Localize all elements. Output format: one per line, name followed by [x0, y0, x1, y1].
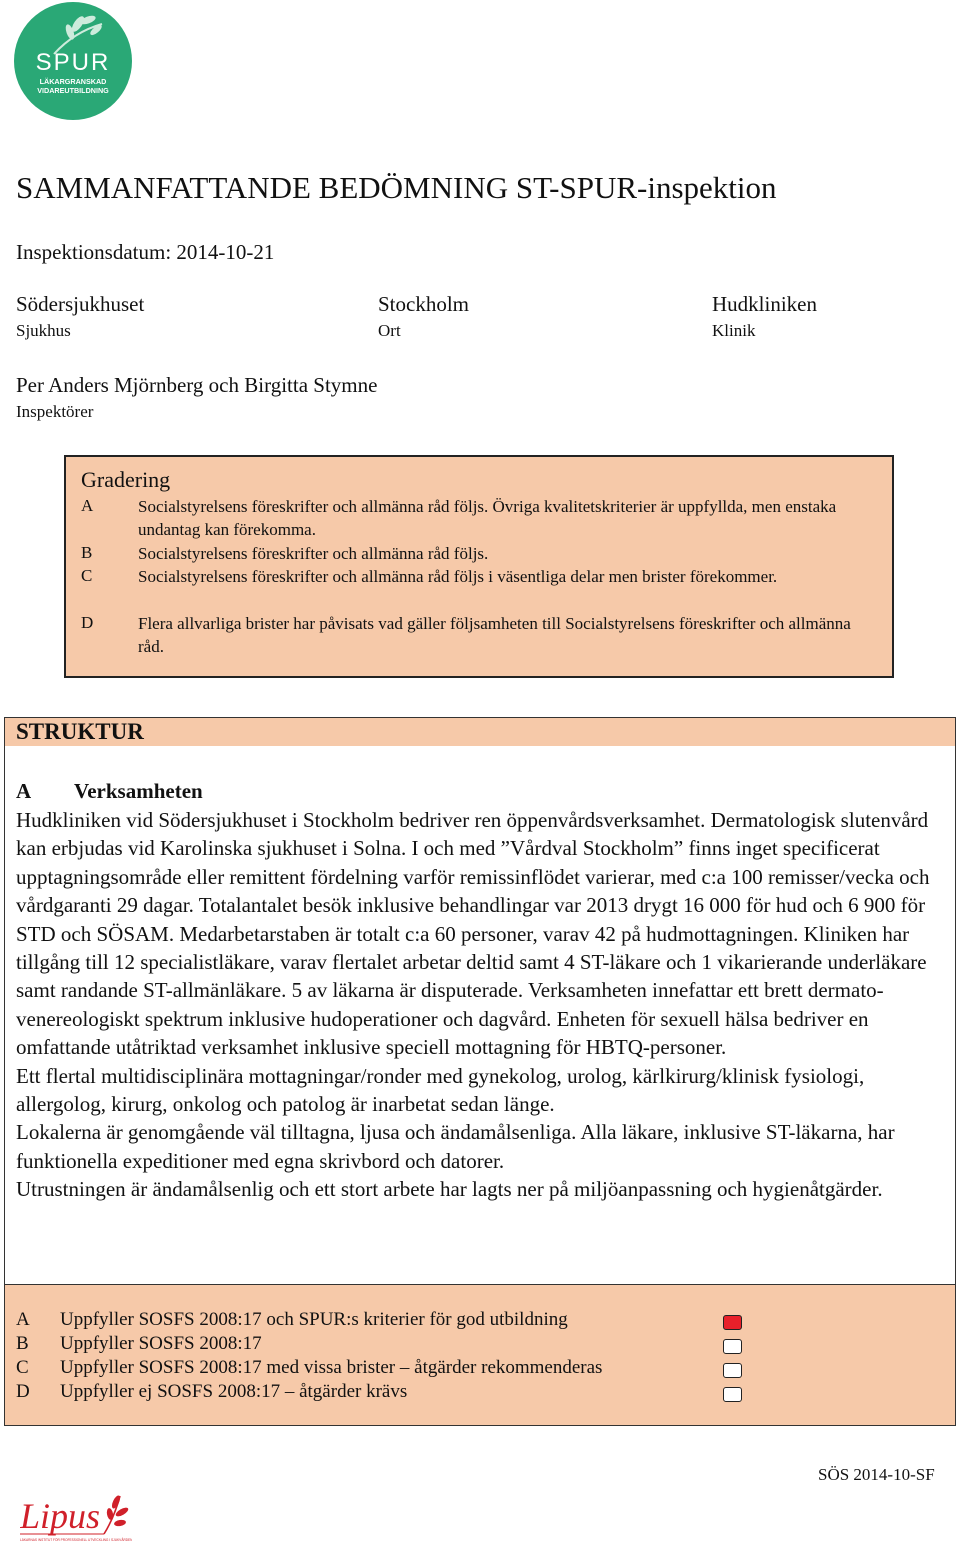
rating-letter: A	[16, 1309, 30, 1330]
rating-letter: D	[16, 1381, 30, 1402]
rating-letter: C	[16, 1357, 29, 1378]
grading-text-b: Socialstyrelsens föreskrifter och allmänna råd följs.	[138, 544, 489, 563]
lipus-logo	[20, 1490, 132, 1546]
grading-title: Gradering	[81, 467, 171, 492]
rating-text: Uppfyller SOSFS 2008:17 och SPUR:s kriterier för god utbildning	[60, 1309, 568, 1330]
structure-header	[4, 717, 956, 747]
rating-checkbox-a[interactable]	[723, 1315, 742, 1330]
city-value: Stockholm	[378, 292, 470, 316]
rating-checkbox-b[interactable]	[723, 1339, 742, 1354]
paragraph: Lokalerna är genomgående väl tilltagna, ljusa och ändamålsenliga. Alla läkare, inklusive ST-läkarna, har funktionella expeditioner med egna skrivbord och datorer.	[16, 1120, 895, 1173]
hospital-value: Södersjukhuset	[16, 292, 145, 316]
paragraph: Ett flertal multidisciplinära mottagningar/ronder med gynekolog, urolog, kärlkirurg/klinisk fysiologi, allergolog, kirurg, onkolog och patolog är inarbetat sedan länge.	[16, 1063, 865, 1117]
paragraph: Utrustningen är ändamålsenlig och ett stort arbete har lagts ner på miljöanpassning och hygienåtgärder.	[16, 1177, 883, 1202]
grading-text-a: Socialstyrelsens föreskrifter och allmänna råd följs. Övriga kvalitetskriterier är uppfyllda, men enstaka undantag kan förekomma.	[138, 497, 837, 539]
city-label: Ort	[378, 321, 401, 340]
rating-letter: B	[16, 1333, 29, 1354]
spur-logo-line1: LÄKARGRANSKAD	[39, 77, 107, 86]
grading-box	[64, 455, 894, 678]
rating-text: Uppfyller ej SOSFS 2008:17 – åtgärder krävs	[60, 1381, 408, 1402]
hospital-label: Sjukhus	[16, 321, 71, 340]
rating-option-d	[16, 1381, 407, 1403]
structure-body	[4, 746, 956, 1284]
rating-box	[4, 1284, 956, 1426]
grading-text-c: Socialstyrelsens föreskrifter och allmänna råd följs i väsentliga delar men brister förekommer.	[138, 567, 778, 586]
rating-option-b	[16, 1333, 262, 1355]
spur-logo	[14, 2, 132, 120]
grading-text-d: Flera allvarliga brister har påvisats vad gäller följsamheten till Socialstyrelsens föreskrifter och allmänna råd.	[138, 614, 851, 656]
grading-letter-d: D	[81, 613, 94, 632]
grading-letter-c: C	[81, 566, 93, 585]
inspectors-value: Per Anders Mjörnberg och Birgitta Stymne	[16, 373, 378, 397]
spur-logo-name: SPUR	[35, 49, 111, 76]
section-text	[16, 806, 946, 1204]
section-letter: A	[16, 779, 32, 803]
inspectors-label: Inspektörer	[16, 402, 94, 421]
document-title: SAMMANFATTANDE BEDÖMNING ST-SPUR-inspektion	[16, 170, 777, 205]
rating-text: Uppfyller SOSFS 2008:17 med vissa brister – åtgärder rekommenderas	[60, 1357, 603, 1378]
lipus-logo-name: Lipus	[20, 1496, 101, 1536]
inspection-date: Inspektionsdatum: 2014-10-21	[16, 240, 275, 264]
grading-letter-a: A	[81, 496, 94, 515]
section-title: Verksamheten	[74, 779, 203, 803]
rating-option-a	[16, 1309, 568, 1331]
footer-code: SÖS 2014-10-SF	[818, 1465, 935, 1484]
lipus-logo-tagline: LÄKARNAS INSTITUT FÖR PROFESSIONELL UTVECKLING I SJUKVÅRDEN	[20, 1538, 132, 1542]
paragraph: Hudkliniken vid Södersjukhuset i Stockholm bedriver ren öppenvårdsverksamhet. Dermatologisk slutenvård kan erbjudas vid Karolinska sjukhuset i Solna. I och med ”Vårdval Stockholm” finns inget specificerat upptagningsområde eller remittent fördelning varför remissinflödet varierar, med c:a 100 remisser/vecka och vårdgaranti 29 dagar. Totalantalet besök inklusive behandlingar var 2013 drygt 16 000 för hud och 6 900 för STD och SÖSAM. Medarbetarstaben är totalt c:a 60 personer, varav 42 på hudmottagningen. Kliniken har tillgång till 12 specialistläkare, varav flertalet arbetar deltid samt 4 ST-läkare och 1 vikarierande underläkare samt randande ST-allmänläkare. 5 av läkarna är disputerade. Verksamheten innefattar ett brett dermato-venereologiskt spektrum inklusive hudoperationer och dagvård. Enheten för sexuell hälsa bedriver en omfattande utåtriktad verksamhet inklusive speciell mottagning för HBTQ-personer.	[16, 808, 930, 1060]
clinic-label: Klinik	[712, 321, 756, 340]
section-heading	[16, 779, 203, 804]
rating-checkbox-c[interactable]	[723, 1363, 742, 1378]
rating-text: Uppfyller SOSFS 2008:17	[60, 1333, 262, 1354]
spur-logo-line2: VIDAREUTBILDNING	[37, 86, 109, 95]
grading-letter-b: B	[81, 543, 93, 562]
spur-logo-graphic	[14, 2, 132, 120]
rating-checkbox-d[interactable]	[723, 1387, 742, 1402]
lipus-logo-graphic	[20, 1490, 132, 1546]
clinic-value: Hudkliniken	[712, 292, 817, 316]
structure-heading: STRUKTUR	[16, 719, 144, 744]
rating-option-c	[16, 1357, 602, 1379]
